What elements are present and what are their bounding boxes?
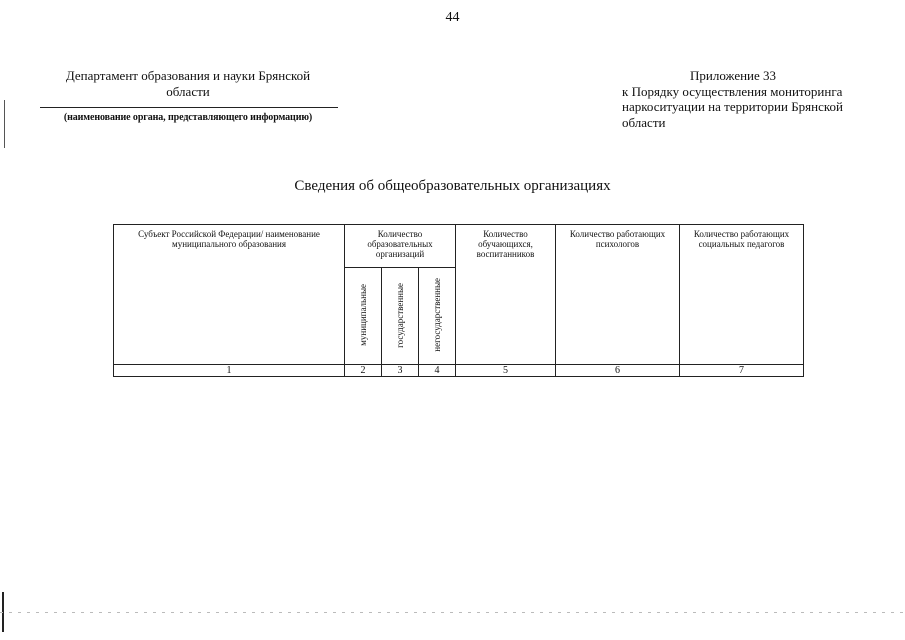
subheader-state <box>382 268 419 365</box>
column-number: 7 <box>680 365 804 377</box>
appendix-line1: к Порядку осуществления мониторинга <box>622 83 843 99</box>
table-header-row <box>114 225 804 268</box>
header-psychologists: Количество работающих психологов <box>556 225 680 365</box>
column-number: 5 <box>456 365 556 377</box>
appendix-line2: наркоситуации на территории Брянской <box>622 99 844 114</box>
scan-border-mark <box>4 100 5 148</box>
column-number: 4 <box>419 365 456 377</box>
column-number: 2 <box>345 365 382 377</box>
scan-artifact-line <box>0 612 905 613</box>
column-number: 6 <box>556 365 680 377</box>
appendix-line3: области <box>622 114 666 130</box>
department-caption: (наименование органа, представляющего информацию) <box>63 112 313 123</box>
table-column-numbers-row <box>114 365 804 377</box>
subheader-municipal-label: муниципальные <box>358 284 368 346</box>
header-students: Количество обучающихся, воспитанников <box>456 225 556 365</box>
data-table <box>113 224 804 377</box>
subheader-state-label: государственные <box>395 282 405 348</box>
header-social-teachers: Количество работающих социальных педагогов <box>680 225 804 365</box>
appendix-title: Приложение 33 <box>690 68 777 83</box>
subheader-nonstate <box>419 268 456 365</box>
department-underline <box>40 107 338 108</box>
department-block <box>38 68 338 126</box>
document-title: Сведения об общеобразовательных организациях <box>294 178 611 194</box>
column-number: 3 <box>382 365 419 377</box>
subheader-municipal <box>345 268 382 365</box>
page-number: 44 <box>445 10 460 25</box>
department-name-line2: области <box>166 84 210 99</box>
header-subject: Субъект Российской Федерации/ наименование муниципального образования <box>114 225 345 365</box>
appendix-block <box>622 68 862 130</box>
subheader-nonstate-label: негосударственные <box>432 278 442 352</box>
department-name-line1: Департамент образования и науки Брянской <box>65 68 311 83</box>
column-number: 1 <box>114 365 345 377</box>
header-org-count: Количество образовательных организаций <box>345 225 456 268</box>
